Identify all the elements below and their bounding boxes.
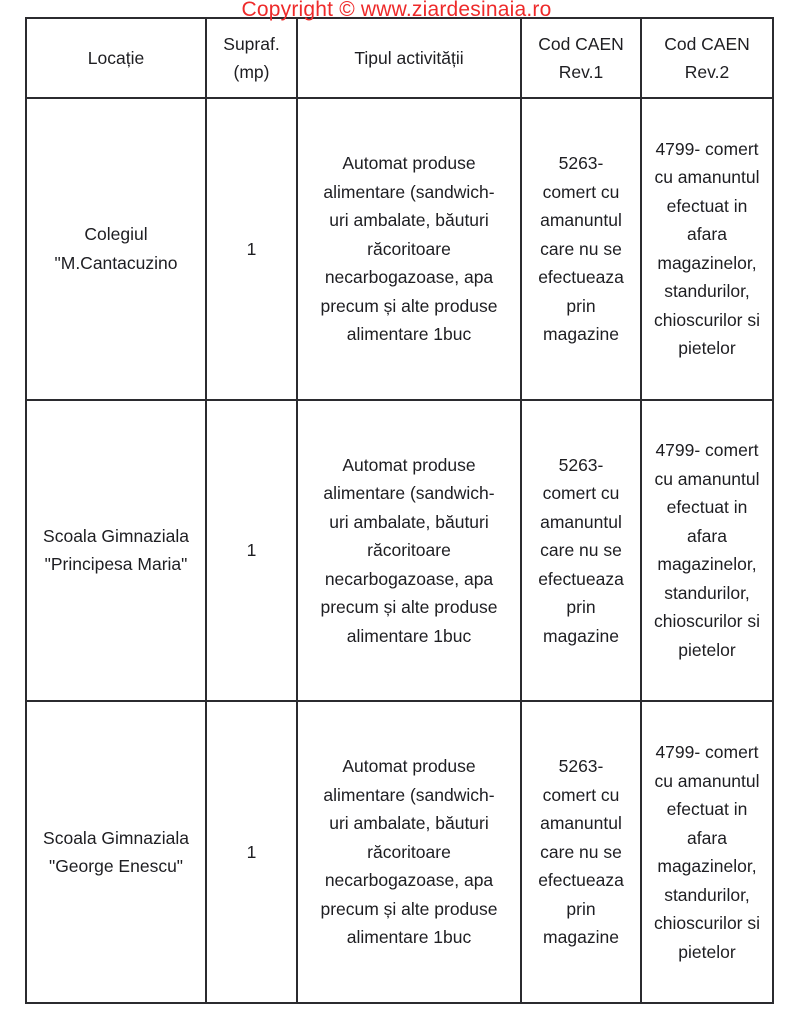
header-caen-rev1-version: Rev.1 <box>558 62 604 82</box>
caen-rev2-line: pietelor <box>678 941 736 962</box>
table-header-row <box>26 18 773 98</box>
caen-rev1-line: efectueaza <box>538 267 624 288</box>
location-name: Scoala Gimnaziala <box>43 525 189 546</box>
caen-rev1-line: care nu se <box>540 238 622 259</box>
header-area-unit: (mp) <box>233 62 270 82</box>
header-caen-rev2 <box>641 18 773 98</box>
caen-rev2-line: cu amanuntul <box>654 468 760 489</box>
location-cell <box>26 98 206 400</box>
activity-line: răcoritoare <box>367 238 451 259</box>
activity-line: alimentare (sandwich- <box>323 181 495 202</box>
caen-rev1-line: comert cu <box>542 181 620 202</box>
caen-rev2-line: efectuat in <box>666 799 748 820</box>
caen-rev2-line: afara <box>687 827 727 848</box>
header-location-label: Locație <box>87 47 145 68</box>
activity-line: necarbogazoase, apa <box>324 870 494 891</box>
caen-rev2-line: standurilor, <box>664 281 750 302</box>
location-name: "M.Cantacuzino <box>54 252 178 273</box>
table-row <box>26 98 773 400</box>
activity-line: uri ambalate, băuturi <box>329 210 489 231</box>
area-cell <box>206 701 297 1003</box>
copyright-watermark: Copyright © www.ziardesinaia.ro <box>241 0 552 21</box>
activity-line: răcoritoare <box>367 540 451 561</box>
caen-rev1-line: amanuntul <box>540 511 622 532</box>
caen-rev2-line: 4799- comert <box>655 440 759 461</box>
caen-rev2-line: efectuat in <box>666 195 748 216</box>
header-activity-label: Tipul activității <box>354 47 464 68</box>
caen-rev2-line: chioscurilor si <box>654 611 760 632</box>
caen-rev1-line: amanuntul <box>540 813 622 834</box>
caen-rev1-line: comert cu <box>542 483 620 504</box>
activity-line: precum și alte produse <box>320 597 498 618</box>
activity-line: uri ambalate, băuturi <box>329 813 489 834</box>
caen-rev2-line: efectuat in <box>666 497 748 518</box>
activity-line: precum și alte produse <box>320 295 498 316</box>
caen-rev1-line: prin <box>566 898 596 919</box>
activity-line: alimentare 1buc <box>346 625 472 646</box>
caen-rev2-cell <box>641 98 773 400</box>
caen-rev2-line: cu amanuntul <box>654 167 760 188</box>
caen-rev2-line: 4799- comert <box>655 138 759 159</box>
caen-rev2-line: standurilor, <box>664 582 750 603</box>
header-caen-rev2-version: Rev.2 <box>684 62 730 82</box>
activity-line: alimentare 1buc <box>346 927 472 948</box>
caen-rev2-line: magazinelor, <box>657 252 757 273</box>
activity-line: precum și alte produse <box>320 898 498 919</box>
area-cell <box>206 400 297 702</box>
header-caen-rev1 <box>521 18 641 98</box>
caen-rev1-line: efectueaza <box>538 870 624 891</box>
caen-rev2-line: standurilor, <box>664 884 750 905</box>
caen-rev2-line: cu amanuntul <box>654 770 760 791</box>
table-row <box>26 701 773 1003</box>
caen-rev2-line: chioscurilor si <box>654 913 760 934</box>
caen-rev1-line: 5263- <box>558 454 604 475</box>
caen-rev1-cell <box>521 701 641 1003</box>
location-name: Scoala Gimnaziala <box>43 827 189 848</box>
caen-rev1-line: magazine <box>543 625 619 646</box>
caen-rev2-line: pietelor <box>678 639 736 660</box>
caen-rev1-line: care nu se <box>540 841 622 862</box>
caen-rev2-line: magazinelor, <box>657 856 757 877</box>
area-value: 1 <box>246 540 257 561</box>
location-cell <box>26 701 206 1003</box>
caen-rev2-line: afara <box>687 525 727 546</box>
area-value: 1 <box>246 841 257 862</box>
caen-rev2-cell <box>641 400 773 702</box>
activity-line: Automat produse <box>342 756 476 777</box>
area-value: 1 <box>246 238 257 259</box>
activity-cell <box>297 701 521 1003</box>
activity-line: alimentare (sandwich- <box>323 784 495 805</box>
caen-rev1-line: efectueaza <box>538 568 624 589</box>
table-row <box>26 400 773 702</box>
activity-line: Automat produse <box>342 454 476 475</box>
caen-rev2-line: 4799- comert <box>655 742 759 763</box>
caen-rev1-cell <box>521 400 641 702</box>
activity-line: alimentare 1buc <box>346 324 472 345</box>
activity-cell <box>297 98 521 400</box>
activity-cell <box>297 400 521 702</box>
caen-rev1-line: magazine <box>543 324 619 345</box>
caen-rev1-cell <box>521 98 641 400</box>
location-name: "George Enescu" <box>48 856 184 877</box>
area-cell <box>206 98 297 400</box>
caen-rev2-cell <box>641 701 773 1003</box>
location-cell <box>26 400 206 702</box>
caen-rev1-line: comert cu <box>542 784 620 805</box>
caen-rev2-line: afara <box>687 224 727 245</box>
header-area-label: Supraf. <box>223 33 280 54</box>
location-name: "Principesa Maria" <box>44 554 188 575</box>
caen-rev1-line: 5263- <box>558 153 604 174</box>
caen-rev1-line: care nu se <box>540 540 622 561</box>
caen-activity-table <box>25 17 774 1004</box>
caen-rev2-line: pietelor <box>678 338 736 359</box>
caen-rev2-line: chioscurilor si <box>654 309 760 330</box>
caen-rev1-line: prin <box>566 597 596 618</box>
activity-line: răcoritoare <box>367 841 451 862</box>
activity-line: Automat produse <box>342 153 476 174</box>
activity-line: necarbogazoase, apa <box>324 568 494 589</box>
caen-rev1-line: prin <box>566 295 596 316</box>
header-location <box>26 18 206 98</box>
header-caen-rev2-label: Cod CAEN <box>664 33 750 54</box>
caen-rev1-line: 5263- <box>558 756 604 777</box>
header-area <box>206 18 297 98</box>
caen-rev1-line: magazine <box>543 927 619 948</box>
activity-line: uri ambalate, băuturi <box>329 511 489 532</box>
header-caen-rev1-label: Cod CAEN <box>538 33 624 54</box>
activity-line: alimentare (sandwich- <box>323 483 495 504</box>
location-name: Colegiul <box>84 224 148 245</box>
activity-line: necarbogazoase, apa <box>324 267 494 288</box>
header-activity <box>297 18 521 98</box>
caen-rev1-line: amanuntul <box>540 210 622 231</box>
caen-rev2-line: magazinelor, <box>657 554 757 575</box>
